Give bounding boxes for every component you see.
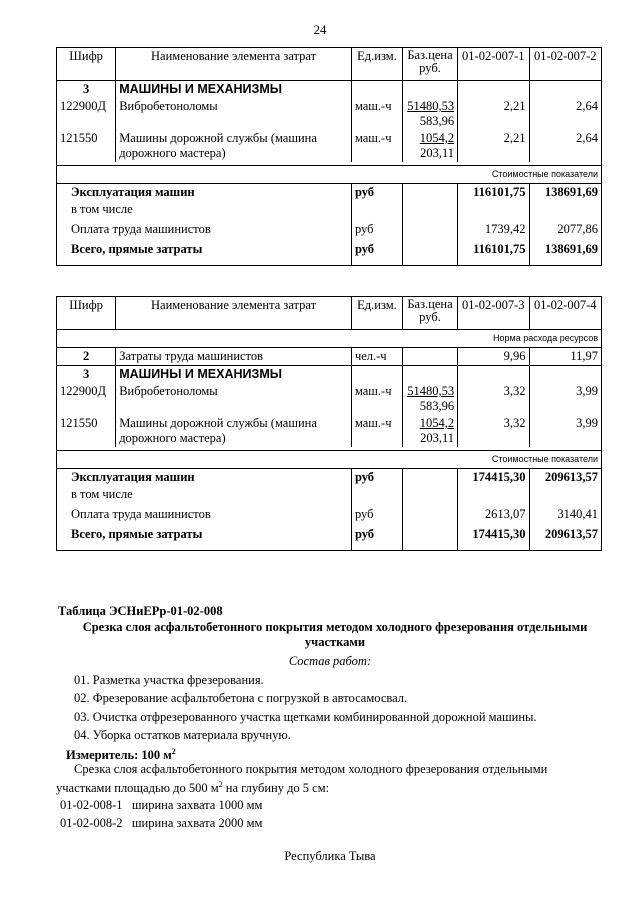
desc-sup: 2	[218, 780, 223, 789]
row-value-2: 3,99	[529, 415, 602, 447]
header-unit: Ед.изм.	[351, 48, 402, 81]
section-row	[57, 81, 602, 99]
total-row	[57, 523, 602, 551]
row-price-salary: 583,96	[419, 399, 455, 413]
table-row	[57, 130, 602, 162]
row-price-salary: 583,96	[419, 114, 455, 128]
header-code: Шифр	[57, 48, 116, 81]
norm-label: Норма расхода ресурсов	[57, 330, 602, 348]
total-value-1: 174415,30	[458, 523, 529, 551]
table-row	[57, 98, 602, 130]
resource-table-2	[56, 296, 602, 551]
row-price: 51480,53	[407, 384, 455, 398]
row-price-salary: 203,11	[420, 431, 455, 445]
wages-row	[57, 503, 602, 523]
exploitation-value-1: 116101,75	[458, 184, 529, 202]
header-col-4: 01-02-007-4	[529, 297, 602, 330]
section-title: МАШИНЫ И МЕХАНИЗМЫ	[116, 366, 352, 384]
row-name: Машины дорожной службы (машина дорожного мастера)	[116, 130, 352, 162]
row-code: 121550	[57, 130, 116, 162]
header-base-price: Баз.цена руб.	[402, 48, 457, 81]
wages-value-2: 3140,41	[529, 503, 602, 523]
exploitation-value-1: 174415,30	[458, 469, 529, 487]
total-label: Всего, прямые затраты	[57, 238, 352, 266]
including-label: в том числе	[57, 201, 352, 218]
exploitation-row	[57, 184, 602, 202]
exploitation-unit: руб	[351, 469, 402, 487]
row-price: 51480,53	[407, 99, 455, 113]
wages-value-1: 1739,42	[458, 218, 529, 238]
header-code: Шифр	[57, 297, 116, 330]
labor-code: 2	[57, 348, 116, 366]
exploitation-unit: руб	[351, 184, 402, 202]
header-name: Наименование элемента затрат	[116, 48, 352, 81]
row-price: 1054,2	[419, 416, 455, 430]
total-label: Всего, прямые затраты	[57, 523, 352, 551]
variant-text: ширина захвата 1000 мм	[131, 798, 263, 812]
section-title: МАШИНЫ И МЕХАНИЗМЫ	[116, 81, 352, 99]
row-code: 122900Д	[57, 98, 116, 130]
total-row	[57, 238, 602, 266]
row-value-1: 2,21	[458, 98, 529, 130]
variant-code: 01-02-008-2	[60, 816, 123, 830]
row-unit: маш.-ч	[351, 98, 402, 130]
labor-name: Затраты труда машинистов	[116, 348, 352, 366]
exploitation-label: Эксплуатация машин	[57, 469, 352, 487]
cost-indicators-row	[57, 166, 602, 184]
wages-value-2: 2077,86	[529, 218, 602, 238]
work-item: 01. Разметка участка фрезерования.	[74, 673, 264, 687]
table-row	[57, 383, 602, 415]
variant-code: 01-02-008-1	[60, 798, 123, 812]
row-code: 122900Д	[57, 383, 116, 415]
table-header	[57, 48, 602, 81]
row-value-1: 3,32	[458, 383, 529, 415]
table-title: Таблица ЭСНиЕРр-01-02-008	[58, 604, 223, 618]
exploitation-label: Эксплуатация машин	[57, 184, 352, 202]
row-value-2: 3,99	[529, 383, 602, 415]
exploitation-value-2: 138691,69	[529, 184, 602, 202]
wages-value-1: 2613,07	[458, 503, 529, 523]
work-item: 03. Очистка отфрезерованного участка щетками комбинированной дорожной машины.	[74, 710, 537, 724]
row-price-salary: 203,11	[420, 146, 455, 160]
header-col-3: 01-02-007-3	[458, 297, 529, 330]
row-value-1: 2,21	[458, 130, 529, 162]
total-value-2: 209613,57	[529, 523, 602, 551]
section-row	[57, 366, 602, 384]
variant-text: ширина захвата 2000 мм	[131, 816, 263, 830]
row-unit: маш.-ч	[351, 130, 402, 162]
measure-sup: 2	[171, 747, 176, 756]
labor-value-1: 9,96	[458, 348, 529, 366]
norm-label-row	[57, 330, 602, 348]
header-unit: Ед.изм.	[351, 297, 402, 330]
row-code: 121550	[57, 415, 116, 447]
cost-indicators-row	[57, 451, 602, 469]
header-base-price: Баз.цена руб.	[402, 297, 457, 330]
wages-row	[57, 218, 602, 238]
total-value-1: 116101,75	[458, 238, 529, 266]
description-line-2	[56, 777, 329, 796]
labor-row	[57, 348, 602, 366]
row-value-2: 2,64	[529, 130, 602, 162]
row-value-1: 3,32	[458, 415, 529, 447]
table-header	[57, 297, 602, 330]
measure-label: Измеритель: 100 м	[66, 748, 172, 763]
desc-part: на глубину до 5 см:	[222, 781, 330, 796]
header-col-2: 01-02-007-2	[529, 48, 602, 81]
row-unit: маш.-ч	[351, 415, 402, 447]
row-name: Машины дорожной службы (машина дорожного мастера)	[116, 415, 352, 447]
row-unit: маш.-ч	[351, 383, 402, 415]
total-value-2: 138691,69	[529, 238, 602, 266]
wages-unit: руб	[351, 218, 402, 238]
description-line-1: Срезка слоя асфальтобетонного покрытия методом холодного фрезерования отдельными	[74, 762, 548, 776]
page-number: 24	[313, 22, 327, 37]
variant-row	[60, 797, 262, 813]
table-subtitle: Срезка слоя асфальтобетонного покрытия методом холодного фрезерования отдельными участками	[82, 620, 588, 649]
exploitation-value-2: 209613,57	[529, 469, 602, 487]
row-value-2: 2,64	[529, 98, 602, 130]
labor-unit: чел.-ч	[351, 348, 402, 366]
row-price: 1054,2	[419, 131, 455, 145]
total-unit: руб	[351, 238, 402, 266]
row-name: Вибробетоноломы	[116, 98, 352, 130]
total-unit: руб	[351, 523, 402, 551]
header-name: Наименование элемента затрат	[116, 297, 352, 330]
row-name: Вибробетоноломы	[116, 383, 352, 415]
wages-label: Оплата труда машинистов	[57, 218, 352, 238]
cost-indicators-label: Стоимостные показатели	[57, 166, 602, 184]
exploitation-row	[57, 469, 602, 487]
resource-table-1	[56, 47, 602, 266]
variant-row	[60, 815, 262, 831]
header-col-1: 01-02-007-1	[458, 48, 529, 81]
wages-label: Оплата труда машинистов	[57, 503, 352, 523]
labor-value-2: 11,97	[529, 348, 602, 366]
work-composition-title: Состав работ:	[288, 654, 372, 668]
cost-indicators-label: Стоимостные показатели	[57, 451, 602, 469]
wages-unit: руб	[351, 503, 402, 523]
table-row	[57, 415, 602, 447]
section-number: 3	[57, 81, 116, 99]
section-number: 3	[57, 366, 116, 384]
footer-region: Республика Тыва	[284, 849, 376, 863]
work-item: 02. Фрезерование асфальтобетона с погрузкой в автосамосвал.	[74, 691, 408, 705]
work-item: 04. Уборка остатков материала вручную.	[74, 728, 291, 742]
desc-part: участками площадью до 500 м	[56, 781, 219, 796]
including-label: в том числе	[57, 486, 352, 503]
